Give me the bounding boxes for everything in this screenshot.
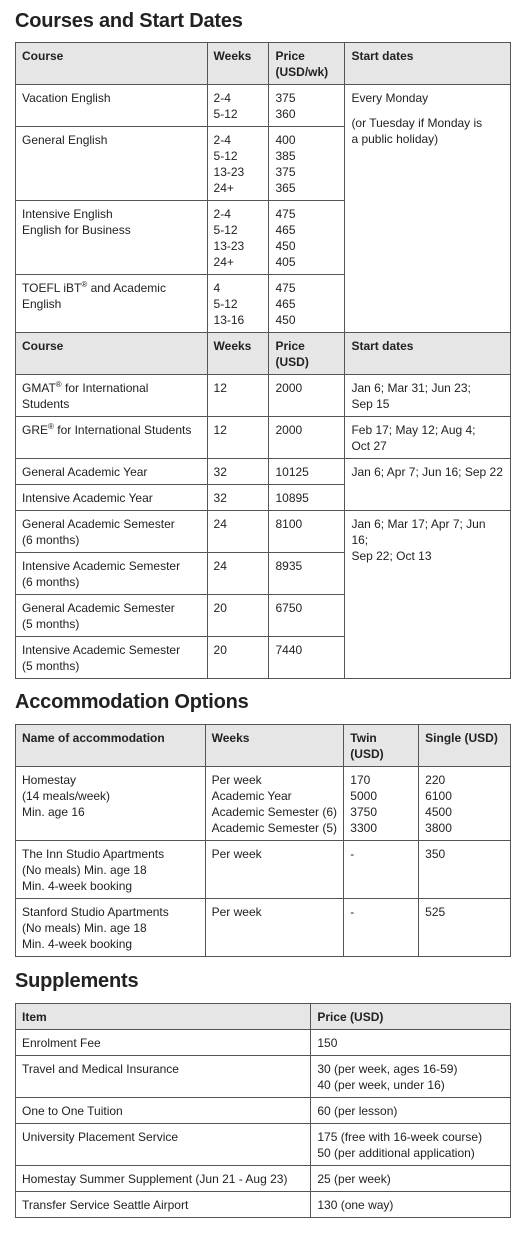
supplement-price: 25 (per week) (311, 1166, 511, 1192)
course-price: 8935 (269, 553, 345, 595)
course-name: General Academic Semester (6 months) (16, 511, 208, 553)
course-weeks: 20 (207, 595, 269, 637)
course-price: 8100 (269, 511, 345, 553)
table-row (16, 899, 511, 957)
table-row (16, 841, 511, 899)
table-row (16, 1192, 511, 1218)
course-price: 2000 (269, 375, 345, 417)
header-single: Single (USD) (419, 725, 511, 767)
course-name: General Academic Year (16, 459, 208, 485)
header-start-dates: Start dates (345, 43, 511, 85)
course-name: General Academic Semester (5 months) (16, 595, 208, 637)
course-price: 475 465 450 405 (269, 201, 345, 275)
table-row (16, 375, 511, 417)
course-weeks: 2-4 5-12 (207, 85, 269, 127)
course-price: 7440 (269, 637, 345, 679)
course-weeks: 24 (207, 511, 269, 553)
course-price: 10895 (269, 485, 345, 511)
course-start-dates: Jan 6; Apr 7; Jun 16; Sep 22 (345, 459, 511, 511)
course-weeks: 2-4 5-12 13-23 24+ (207, 201, 269, 275)
table-row (16, 767, 511, 841)
supplement-price: 130 (one way) (311, 1192, 511, 1218)
accommodation-single-price: 525 (419, 899, 511, 957)
course-weeks: 20 (207, 637, 269, 679)
course-start-dates: Jan 6; Mar 31; Jun 23; Sep 15 (345, 375, 511, 417)
table-row (16, 1030, 511, 1056)
supplement-price: 150 (311, 1030, 511, 1056)
supplement-item: Transfer Service Seattle Airport (16, 1192, 311, 1218)
header-twin: Twin (USD) (344, 725, 419, 767)
table-row (16, 1056, 511, 1098)
course-weeks: 12 (207, 375, 269, 417)
table-row (16, 1166, 511, 1192)
table-row (16, 85, 511, 127)
header-weeks: Weeks (207, 43, 269, 85)
table-row (16, 1098, 511, 1124)
accommodation-weeks: Per week (205, 899, 344, 957)
course-price: 375 360 (269, 85, 345, 127)
header-weeks: Weeks (207, 333, 269, 375)
accommodation-weeks: Per week Academic Year Academic Semester (6) Academic Semester (5) (205, 767, 344, 841)
accommodation-name: Homestay (14 meals/week) Min. age 16 (16, 767, 206, 841)
supplement-price: 60 (per lesson) (311, 1098, 511, 1124)
table-row (16, 459, 511, 485)
course-name: Intensive Academic Semester (5 months) (16, 637, 208, 679)
course-name: GRE® for International Students (16, 417, 208, 459)
table-row (16, 417, 511, 459)
supplement-item: Homestay Summer Supplement (Jun 21 - Aug 23) (16, 1166, 311, 1192)
header-course: Course (16, 333, 208, 375)
supplement-item: One to One Tuition (16, 1098, 311, 1124)
accommodation-table (15, 724, 511, 957)
accommodation-name: The Inn Studio Apartments (No meals) Min. age 18 Min. 4-week booking (16, 841, 206, 899)
header-accommodation-name: Name of accommodation (16, 725, 206, 767)
accommodation-name: Stanford Studio Apartments (No meals) Min. age 18 Min. 4-week booking (16, 899, 206, 957)
course-price: 400 385 375 365 (269, 127, 345, 201)
course-weeks: 24 (207, 553, 269, 595)
supplement-price: 30 (per week, ages 16-59) 40 (per week, under 16) (311, 1056, 511, 1098)
supplements-title: Supplements (15, 970, 139, 992)
header-start-dates: Start dates (345, 333, 511, 375)
course-weeks: 12 (207, 417, 269, 459)
accommodation-twin-price: - (344, 841, 419, 899)
course-start-dates: Jan 6; Mar 17; Apr 7; Jun 16; Sep 22; Oct 13 (345, 511, 511, 679)
course-name: General English (16, 127, 208, 201)
accommodation-twin-price: - (344, 899, 419, 957)
course-weeks: 32 (207, 459, 269, 485)
course-start-dates: Feb 17; May 12; Aug 4; Oct 27 (345, 417, 511, 459)
course-name: GMAT® for International Students (16, 375, 208, 417)
header-price: Price (USD/wk) (269, 43, 345, 85)
course-weeks: 32 (207, 485, 269, 511)
accommodation-header-row (16, 725, 511, 767)
supplements-table (15, 1003, 511, 1218)
table-row (16, 511, 511, 553)
courses-table (15, 42, 511, 679)
course-name: Intensive English English for Business (16, 201, 208, 275)
header-item: Item (16, 1004, 311, 1030)
course-weeks: 2-4 5-12 13-23 24+ (207, 127, 269, 201)
supplement-item: Travel and Medical Insurance (16, 1056, 311, 1098)
course-price: 475 465 450 (269, 275, 345, 333)
course-price: 10125 (269, 459, 345, 485)
course-weeks: 4 5-12 13-16 (207, 275, 269, 333)
start-dates-note: (or Tuesday if Monday is a public holiday) (351, 116, 483, 146)
table-row (16, 1124, 511, 1166)
course-price: 6750 (269, 595, 345, 637)
supplement-price: 175 (free with 16-week course) 50 (per additional application) (311, 1124, 511, 1166)
supplements-header-row (16, 1004, 511, 1030)
supplement-item: Enrolment Fee (16, 1030, 311, 1056)
accommodation-twin-price: 170 5000 3750 3300 (344, 767, 419, 841)
courses-title: Courses and Start Dates (15, 10, 243, 32)
header-course: Course (16, 43, 208, 85)
supplement-item: University Placement Service (16, 1124, 311, 1166)
courses-header-row-2 (16, 333, 511, 375)
course-name: Intensive Academic Semester (6 months) (16, 553, 208, 595)
course-name: Vacation English (16, 85, 208, 127)
start-dates-text: Every Monday (351, 91, 429, 105)
course-name: TOEFL iBT® and Academic English (16, 275, 208, 333)
header-price: Price (USD) (311, 1004, 511, 1030)
header-weeks: Weeks (205, 725, 344, 767)
course-start-dates (345, 85, 511, 333)
course-name: Intensive Academic Year (16, 485, 208, 511)
header-price: Price (USD) (269, 333, 345, 375)
accommodation-title: Accommodation Options (15, 691, 249, 713)
courses-header-row (16, 43, 511, 85)
accommodation-single-price: 220 6100 4500 3800 (419, 767, 511, 841)
course-price: 2000 (269, 417, 345, 459)
accommodation-single-price: 350 (419, 841, 511, 899)
accommodation-weeks: Per week (205, 841, 344, 899)
